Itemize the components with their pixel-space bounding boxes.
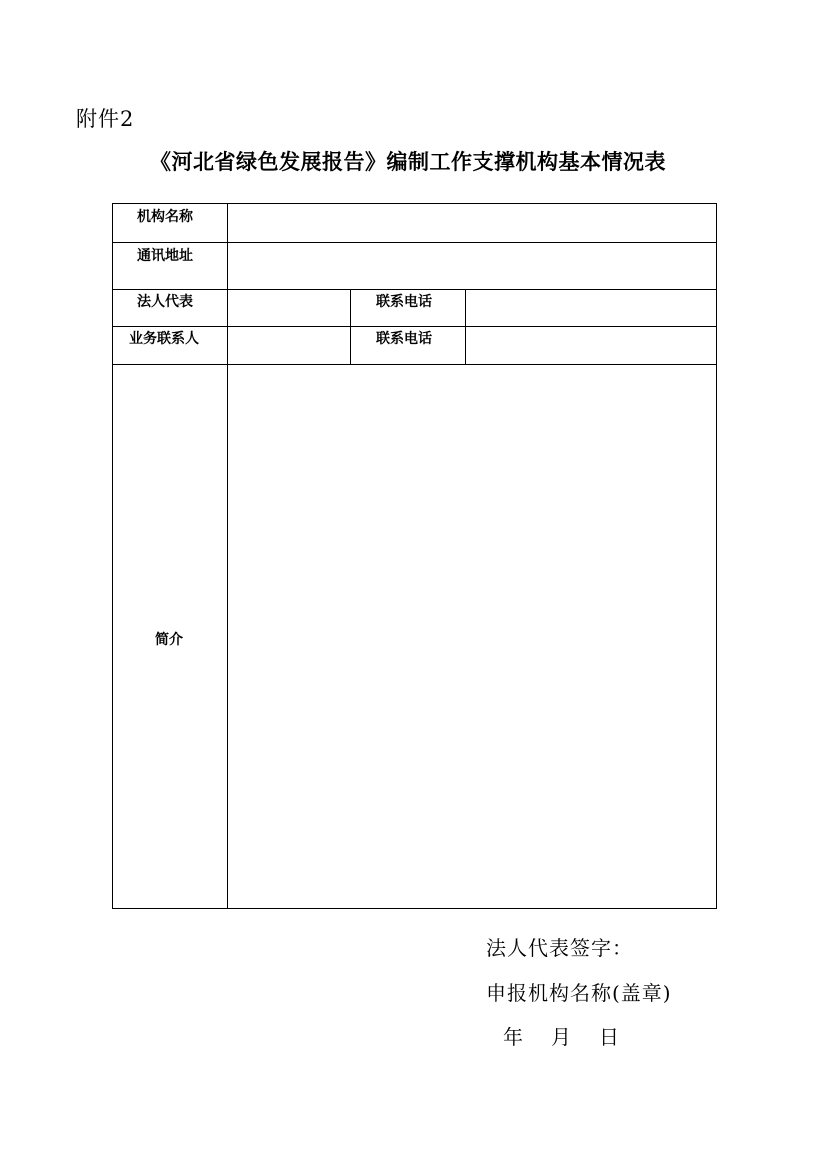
legal-rep-signature-line: 法人代表签字：	[486, 936, 633, 960]
org-name-field[interactable]	[228, 204, 716, 242]
date-line: 年 月 日	[503, 1025, 623, 1049]
address-field[interactable]	[228, 243, 716, 289]
legal-rep-field[interactable]	[228, 290, 350, 326]
phone-label-1: 联系电话	[376, 294, 432, 310]
column-divider	[350, 289, 351, 364]
phone-field-2[interactable]	[466, 327, 716, 364]
legal-rep-label: 法人代表	[137, 294, 193, 310]
address-label: 通讯地址	[137, 248, 193, 264]
org-name-label: 机构名称	[137, 209, 193, 225]
phone-field-1[interactable]	[466, 290, 716, 326]
contact-person-field[interactable]	[228, 327, 350, 364]
document-title: 《河北省绿色发展报告》编制工作支撑机构基本情况表	[150, 149, 666, 174]
phone-label-2: 联系电话	[376, 331, 432, 347]
org-info-form	[112, 203, 717, 909]
contact-person-label: 业务联系人	[129, 331, 199, 347]
intro-field[interactable]	[228, 365, 716, 908]
org-seal-line: 申报机构名称(盖章)	[486, 981, 672, 1005]
intro-label: 简介	[155, 632, 183, 648]
attachment-label: 附件2	[76, 107, 135, 131]
